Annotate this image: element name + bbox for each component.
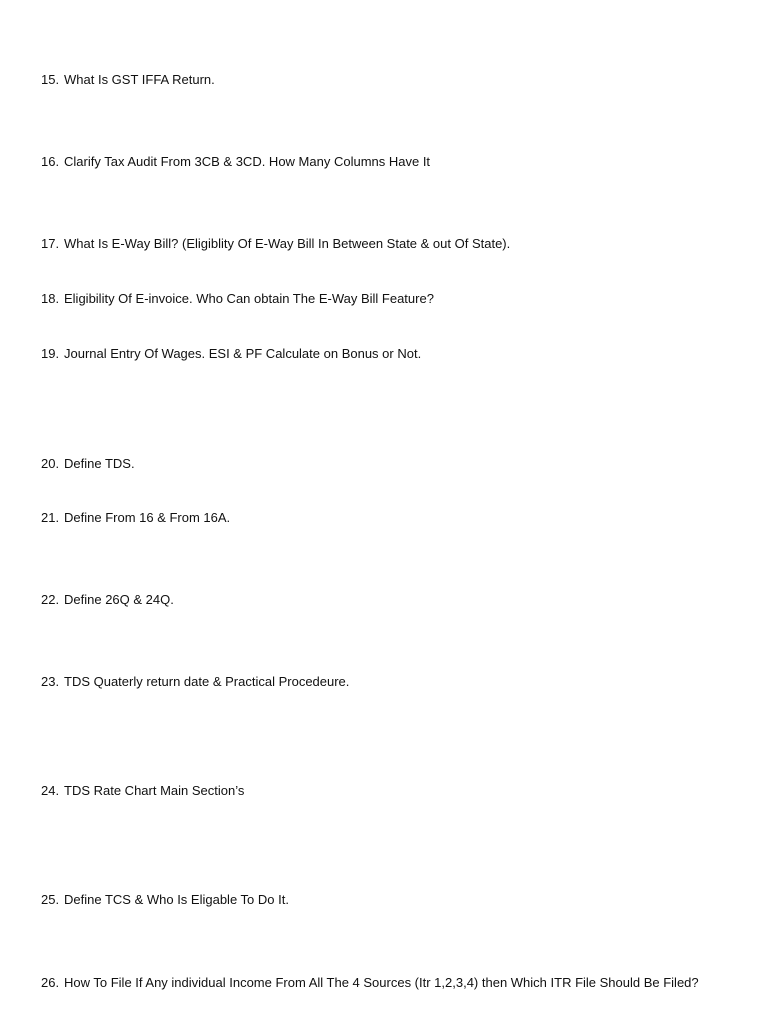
- question-number: 15.: [41, 72, 60, 87]
- question-text: Define 26Q & 24Q.: [64, 592, 174, 607]
- question-number: 21.: [41, 510, 60, 525]
- question-text: TDS Rate Chart Main Section’s: [64, 783, 245, 798]
- question-number: 22.: [41, 592, 60, 607]
- question-text: Clarify Tax Audit From 3CB & 3CD. How Many Columns Have It: [64, 154, 431, 169]
- question-24: [41, 783, 244, 799]
- question-number: 25.: [41, 892, 60, 907]
- question-text: TDS Quaterly return date & Practical Procedeure.: [64, 674, 350, 689]
- question-text: Define From 16 & From 16A.: [64, 510, 231, 525]
- question-18: [41, 291, 434, 307]
- question-number: 26.: [41, 975, 60, 990]
- question-text: How To File If Any individual Income From All The 4 Sources (Itr 1,2,3,4) then Which ITR File Should Be Filed?: [64, 975, 699, 990]
- question-19: [41, 346, 421, 362]
- question-number: 24.: [41, 783, 60, 798]
- question-21: [41, 510, 230, 526]
- question-15: [41, 72, 215, 88]
- question-number: 18.: [41, 291, 60, 306]
- question-text: What Is E-Way Bill? (Eligiblity Of E-Way Bill In Between State & out Of State).: [64, 236, 511, 251]
- question-text: Define TDS.: [64, 456, 135, 471]
- question-17: [41, 236, 510, 252]
- question-text: Eligibility Of E-invoice. Who Can obtain The E-Way Bill Feature?: [64, 291, 434, 306]
- question-16: [41, 154, 430, 170]
- question-22: [41, 592, 174, 608]
- question-number: 20.: [41, 456, 60, 471]
- question-text: What Is GST IFFA Return.: [64, 72, 215, 87]
- question-number: 23.: [41, 674, 60, 689]
- question-26: [41, 975, 699, 991]
- question-25: [41, 892, 289, 908]
- question-number: 19.: [41, 346, 60, 361]
- question-number: 17.: [41, 236, 60, 251]
- question-number: 16.: [41, 154, 60, 169]
- question-20: [41, 456, 135, 472]
- question-text: Journal Entry Of Wages. ESI & PF Calculate on Bonus or Not.: [64, 346, 422, 361]
- question-23: [41, 674, 349, 690]
- question-text: Define TCS & Who Is Eligable To Do It.: [64, 892, 289, 907]
